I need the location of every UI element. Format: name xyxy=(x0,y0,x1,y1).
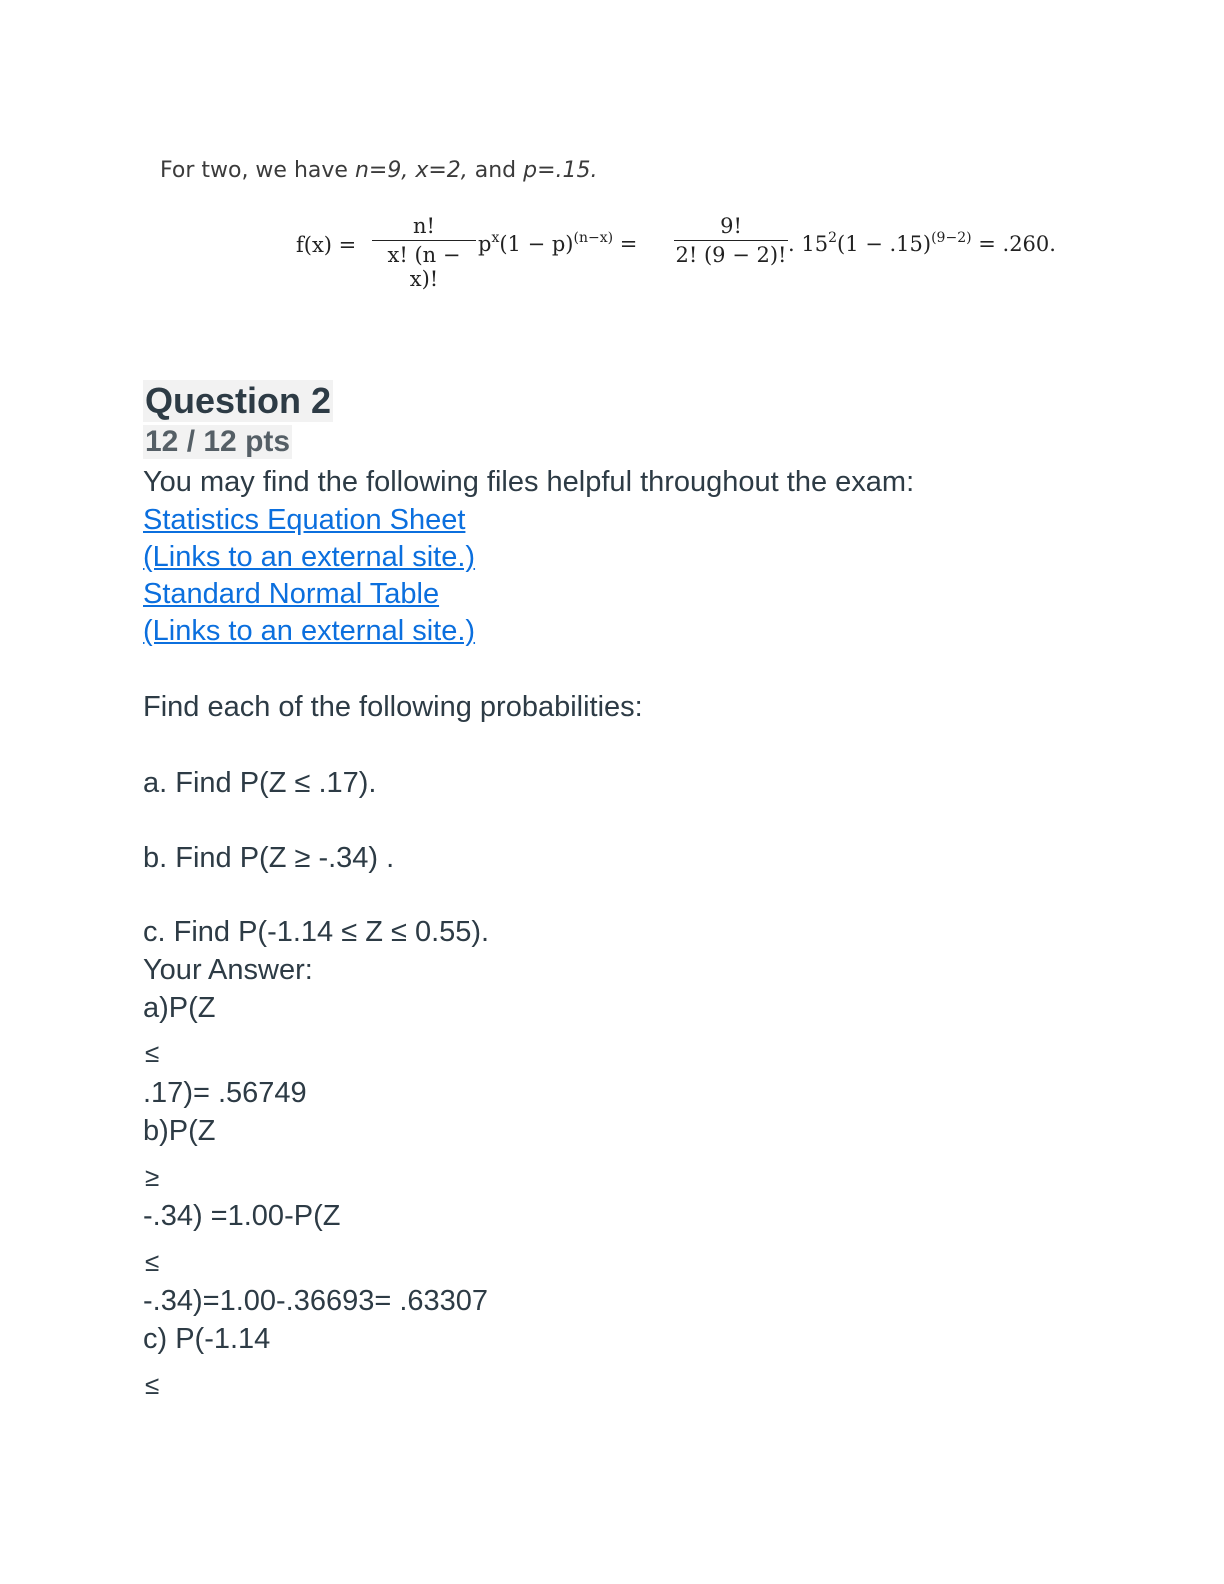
formula-q: (1 − p) xyxy=(499,232,574,256)
intro-prefix: For two, we have xyxy=(160,158,355,183)
formula-middle xyxy=(478,230,637,256)
answer-b-line-3: -.34)=1.00-.36693= .63307 xyxy=(143,1285,489,1317)
formula-fraction-2 xyxy=(674,214,788,267)
external-site-link-2[interactable]: (Links to an external site.) xyxy=(143,615,476,647)
formula-q-exp: (n−x) xyxy=(573,230,614,246)
formula-fraction-1 xyxy=(372,214,476,291)
formula-tail xyxy=(788,230,1056,256)
answer-label: Your Answer: xyxy=(143,954,313,986)
formula-tail-base: . 15 xyxy=(788,232,829,256)
fraction-2-numerator: 9! xyxy=(720,214,742,238)
answer-c-line-1: c) P(-1.14 xyxy=(143,1323,271,1355)
standard-normal-table-link[interactable]: Standard Normal Table xyxy=(143,578,440,610)
intro-x: x=2, xyxy=(415,158,475,183)
formula-tail-exp: 2 xyxy=(828,230,837,246)
part-b: b. Find P(Z ≥ -.34) . xyxy=(143,842,395,874)
question-points: 12 / 12 pts xyxy=(145,425,291,458)
part-c: c. Find P(-1.14 ≤ Z ≤ 0.55). xyxy=(143,916,490,948)
formula-tail-q: (1 − .15) xyxy=(837,232,932,256)
question-title: Question 2 xyxy=(145,380,332,421)
formula-lhs: f(x) = xyxy=(296,233,357,257)
formula-p: p xyxy=(478,232,492,256)
intro-line xyxy=(160,158,598,183)
fraction-1-denominator: x! (n − x)! xyxy=(372,240,476,291)
answer-a-line-2: .17)= .56749 xyxy=(143,1077,307,1109)
answer-b-line-1: b)P(Z xyxy=(143,1115,216,1147)
answer-a-line-1: a)P(Z xyxy=(143,992,216,1024)
helper-text: You may find the following files helpful throughout the exam: xyxy=(143,466,915,498)
part-a: a. Find P(Z ≤ .17). xyxy=(143,767,377,799)
formula-equals: = xyxy=(619,232,638,256)
intro-p: p=.15. xyxy=(523,158,598,183)
formula-tail-q-exp: (9−2) xyxy=(931,230,972,246)
answer-b-line-2: -.34) =1.00-P(Z xyxy=(143,1200,341,1232)
fraction-1-numerator: n! xyxy=(413,214,435,238)
fraction-2-denominator: 2! (9 − 2)! xyxy=(674,240,788,267)
question-prompt: Find each of the following probabilities: xyxy=(143,691,643,723)
external-site-link-1[interactable]: (Links to an external site.) xyxy=(143,541,476,573)
answer-b-symbol-2: ≤ xyxy=(145,1247,160,1277)
answer-c-symbol: ≤ xyxy=(145,1370,160,1400)
intro-n: n=9, xyxy=(354,158,416,183)
intro-and: and xyxy=(474,158,524,183)
answer-a-symbol: ≤ xyxy=(145,1038,160,1068)
formula-result: = .260. xyxy=(978,232,1056,256)
formula-p-exp: x xyxy=(491,230,500,246)
answer-b-symbol: ≥ xyxy=(145,1162,160,1192)
statistics-equation-sheet-link[interactable]: Statistics Equation Sheet xyxy=(143,504,466,536)
